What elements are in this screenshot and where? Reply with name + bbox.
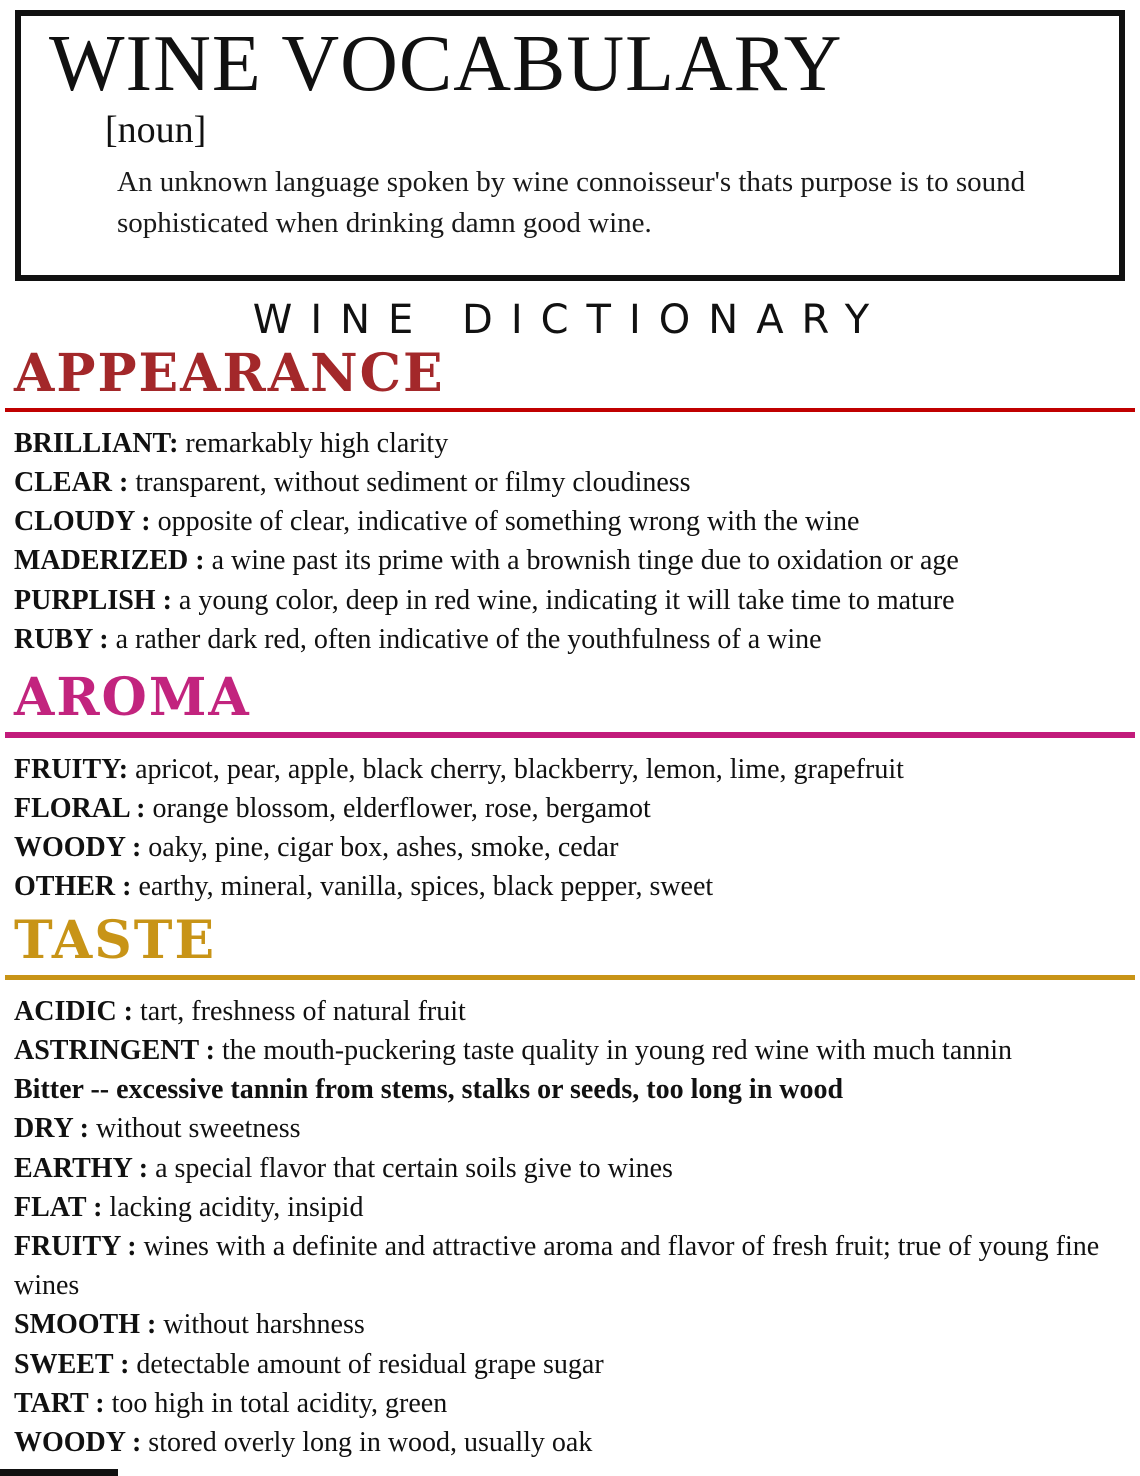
section-aroma (0, 666, 1140, 910)
term-entry (14, 867, 1126, 906)
term: CLOUDY : (14, 506, 151, 538)
term: ACIDIC : (14, 995, 133, 1027)
term-definition: earthy, mineral, vanilla, spices, black pepper, sweet (131, 871, 714, 903)
term-entry (14, 1227, 1126, 1305)
term-entry (14, 1423, 1126, 1462)
term: EARTHY : (14, 1152, 149, 1184)
cut-off-element (0, 1469, 118, 1476)
term: PURPLISH : (14, 584, 172, 616)
appearance-entries (0, 412, 1140, 667)
term-entry (14, 828, 1126, 867)
taste-entries (0, 980, 1140, 1470)
term: ASTRINGENT : (14, 1035, 215, 1067)
term: FRUITY: (14, 753, 129, 785)
term-definition: apricot, pear, apple, black cherry, blackberry, lemon, lime, grapefruit (128, 753, 904, 785)
term-definition: a special flavor that certain soils give to wines (148, 1152, 673, 1184)
term-entry (14, 1109, 1126, 1148)
term-entry (14, 463, 1126, 502)
term: SMOOTH : (14, 1309, 157, 1341)
term: RUBY : (14, 623, 109, 655)
term: OTHER : (14, 871, 132, 903)
term-definition: a wine past its prime with a brownish tinge due to oxidation or age (204, 545, 959, 577)
term-entry (14, 502, 1126, 541)
term: TART : (14, 1387, 105, 1419)
term-definition: stored overly long in wood, usually oak (141, 1426, 593, 1458)
part-of-speech: [noun] (105, 109, 207, 151)
term-entry (14, 1345, 1126, 1384)
term-definition: wines with a definite and attractive aroma and flavor of fresh fruit; true of young fine wines (14, 1230, 1100, 1302)
term-definition: detectable amount of residual grape sugar (129, 1348, 604, 1380)
subtitle-wine-dictionary: WINE DICTIONARY (252, 297, 888, 344)
term: CLEAR : (14, 466, 129, 498)
term: WOODY : (14, 831, 142, 863)
term-entry (14, 541, 1126, 580)
term-entry (14, 750, 1126, 789)
term-definition: too high in total acidity, green (104, 1387, 448, 1419)
term: DRY : (14, 1113, 89, 1145)
term-definition: tart, freshness of natural fruit (133, 995, 466, 1027)
term-entry (14, 1384, 1126, 1423)
term-entry (14, 1305, 1126, 1344)
term: BRILLIANT: (14, 427, 179, 459)
section-taste (0, 910, 1140, 1470)
term-entry (14, 1188, 1126, 1227)
term-definition: transparent, without sediment or filmy cloudiness (128, 466, 691, 498)
term-definition: orange blossom, elderflower, rose, bergamot (145, 792, 651, 824)
header-definition-box (15, 10, 1125, 281)
aroma-entries (0, 738, 1140, 911)
page-title: WINE VOCABULARY (49, 20, 843, 108)
term-definition: a rather dark red, often indicative of the youthfulness of a wine (108, 623, 822, 655)
term-entry (14, 1031, 1126, 1070)
term-definition: a young color, deep in red wine, indicating it will take time to mature (171, 584, 955, 616)
term-definition: remarkably high clarity (178, 427, 449, 459)
section-title-aroma: AROMA (14, 666, 251, 728)
term-definition: without sweetness (88, 1113, 301, 1145)
section-appearance (0, 343, 1140, 667)
term-entry (14, 789, 1126, 828)
section-title-appearance: APPEARANCE (14, 343, 445, 405)
term: Bitter -- excessive tannin from stems, stalks or seeds, too long in wood (14, 1074, 844, 1106)
term-definition: lacking acidity, insipid (102, 1191, 364, 1223)
term: FRUITY : (14, 1230, 137, 1262)
header-definition-text: An unknown language spoken by wine connoisseur's thats purpose is to sound sophisticated when drinking damn good wine. (117, 166, 1026, 239)
term-definition: without harshness (156, 1309, 365, 1341)
term-entry (14, 992, 1126, 1031)
term: MADERIZED : (14, 545, 205, 577)
term-entry (14, 620, 1126, 659)
term-definition: the mouth-puckering taste quality in young red wine with much tannin (214, 1035, 1013, 1067)
term-entry (14, 424, 1126, 463)
term: FLAT : (14, 1191, 103, 1223)
term: WOODY : (14, 1426, 142, 1458)
section-title-taste: TASTE (14, 910, 217, 972)
term-entry (14, 1149, 1126, 1188)
term-entry (14, 581, 1126, 620)
term: FLORAL : (14, 792, 146, 824)
term-definition: opposite of clear, indicative of something wrong with the wine (150, 506, 860, 538)
term-entry (14, 1070, 1126, 1109)
term-definition: oaky, pine, cigar box, ashes, smoke, cedar (141, 831, 619, 863)
term: SWEET : (14, 1348, 130, 1380)
